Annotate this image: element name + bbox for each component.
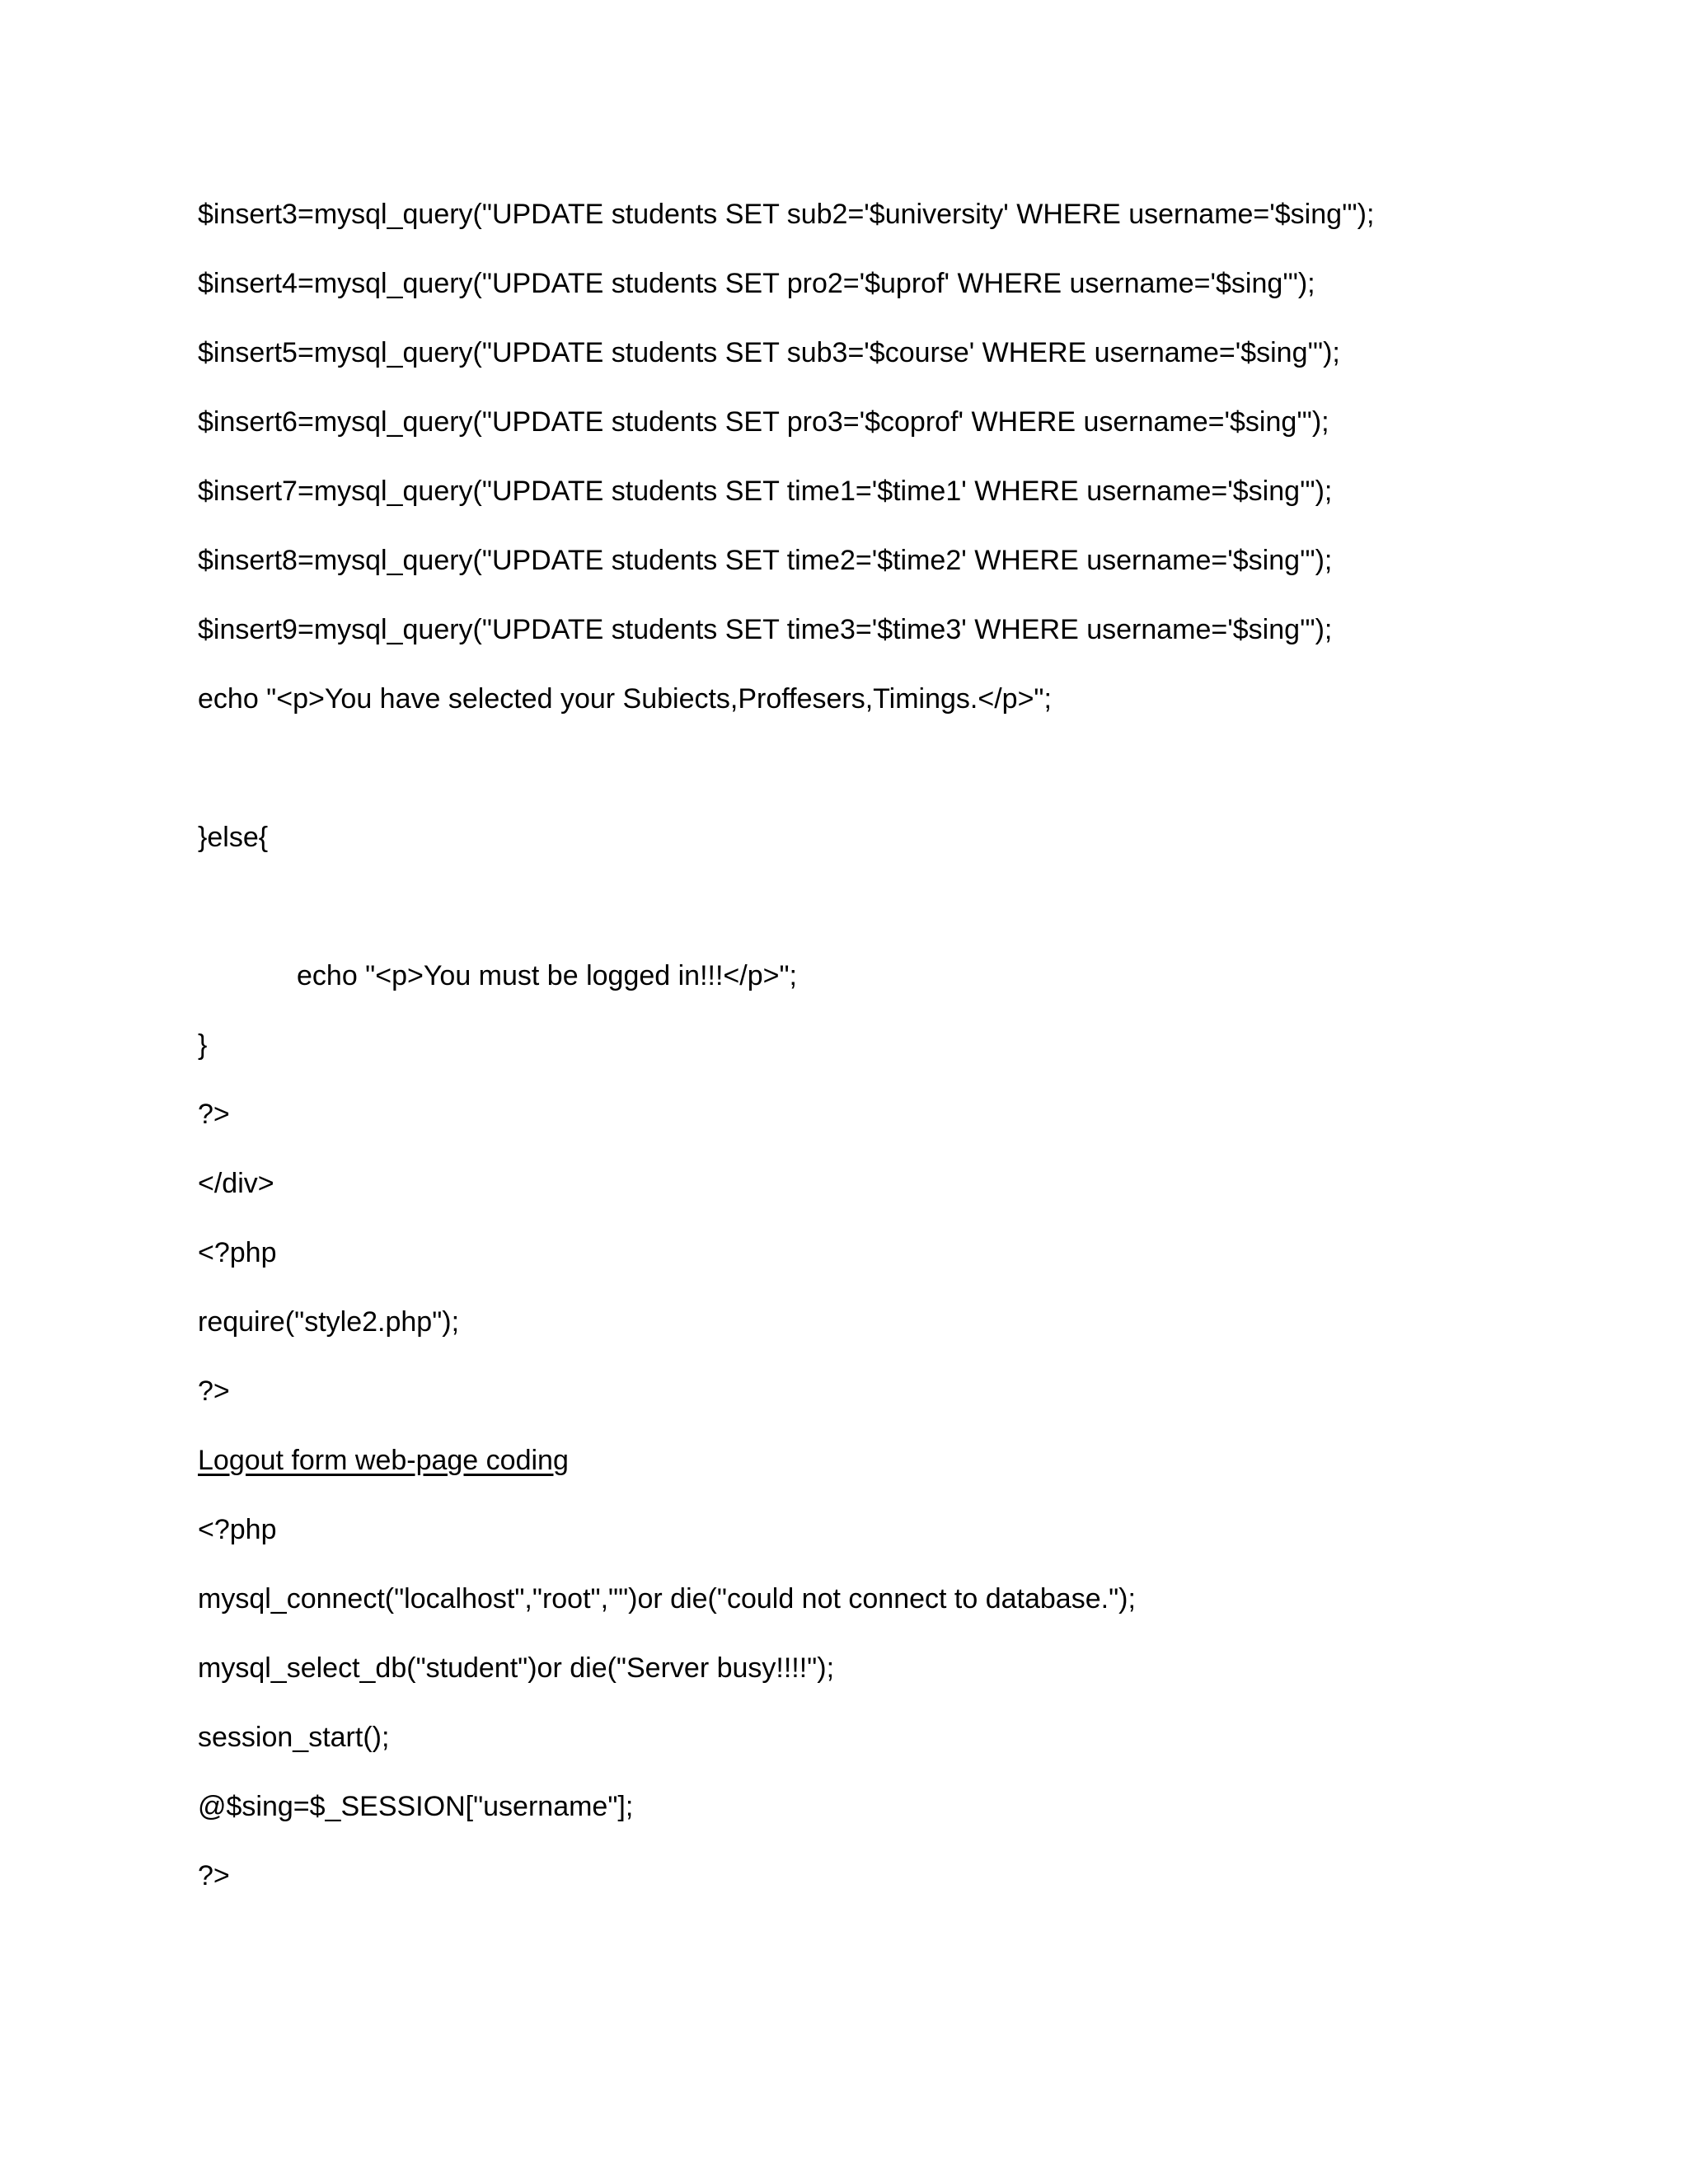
- code-line-echo-selected: echo "<p>You have selected your Subiects,Proffesers,Timings.</p>";: [198, 683, 1052, 715]
- code-line-php-close-2: ?>: [198, 1376, 230, 1407]
- code-line-insert4: $insert4=mysql_query("UPDATE students SET pro2='$uprof' WHERE username='$sing'");: [198, 268, 1315, 299]
- code-line-php-close: ?>: [198, 1099, 230, 1130]
- code-line-require: require("style2.php");: [198, 1306, 460, 1338]
- code-line-select-db: mysql_select_db("student")or die("Server busy!!!!");: [198, 1652, 835, 1684]
- code-line-close-brace: }: [198, 1029, 208, 1061]
- code-line-php-open: <?php: [198, 1237, 277, 1268]
- code-line-insert9: $insert9=mysql_query("UPDATE students SET time3='$time3' WHERE username='$sing'");: [198, 614, 1333, 645]
- code-line-php-open-2: <?php: [198, 1514, 277, 1545]
- code-line-insert8: $insert8=mysql_query("UPDATE students SET time2='$time2' WHERE username='$sing'");: [198, 545, 1333, 576]
- code-line-insert3: $insert3=mysql_query("UPDATE students SET sub2='$university' WHERE username='$sing'");: [198, 199, 1375, 230]
- code-line-php-close-3: ?>: [198, 1860, 230, 1891]
- code-line-session-start: session_start();: [198, 1722, 390, 1753]
- code-line-insert7: $insert7=mysql_query("UPDATE students SET time1='$time1' WHERE username='$sing'");: [198, 476, 1333, 507]
- code-line-session-username: @$sing=$_SESSION["username"];: [198, 1791, 634, 1822]
- section-heading: Logout form web-page coding: [198, 1445, 569, 1476]
- code-line-mysql-connect: mysql_connect("localhost","root","")or die("could not connect to database.");: [198, 1583, 1136, 1615]
- code-line-insert6: $insert6=mysql_query("UPDATE students SET pro3='$coprof' WHERE username='$sing'");: [198, 406, 1329, 438]
- code-line-div-close: </div>: [198, 1168, 274, 1199]
- code-line-echo-login: echo "<p>You must be logged in!!!</p>";: [297, 960, 798, 991]
- code-line-else: }else{: [198, 822, 269, 853]
- code-line-insert5: $insert5=mysql_query("UPDATE students SET sub3='$course' WHERE username='$sing'");: [198, 337, 1340, 368]
